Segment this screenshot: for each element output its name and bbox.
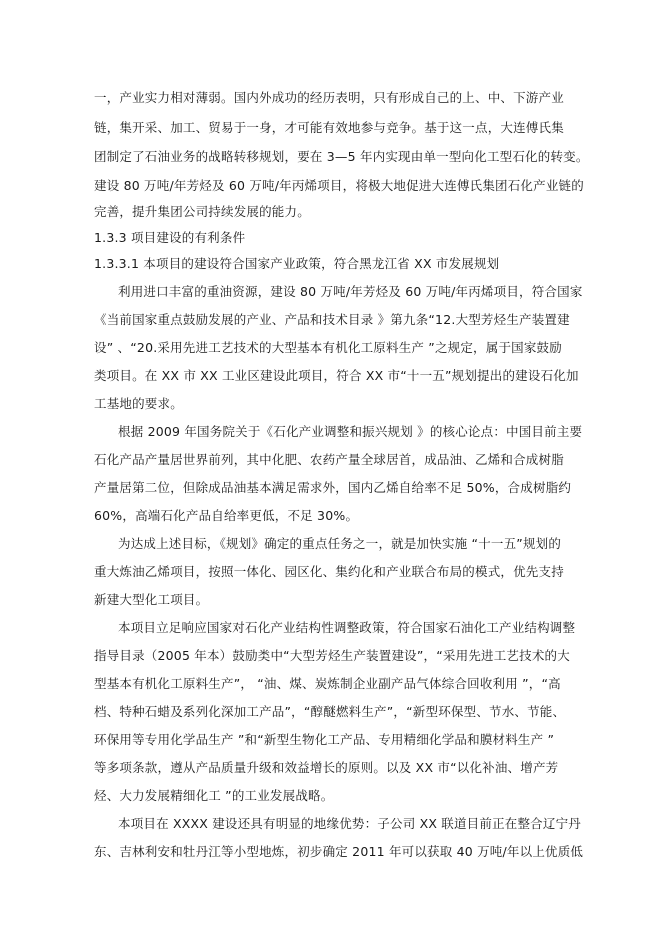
text-line: 60%，高端石化产品自给率更低，不足 30%。 (94, 508, 359, 523)
text-line: 档、特种石蜡及系列化深加工产品”，“醇醚燃料生产”，“新型环保型、节水、节能、 (94, 704, 566, 719)
text-line: 团制定了石油业务的战略转移规划，要在 3—5 年内实现由单一型向化工型石化的转变。 (94, 149, 589, 164)
paragraph-start: 根据 2009 年国务院关于《石化产业调整和振兴规划 》的核心论点：中国目前主要 (118, 424, 583, 439)
text-line: 《当前国家重点鼓励发展的产业、产品和技术目录 》第九条“12.大型芳烃生产装置建 (94, 312, 570, 327)
text-line: 建设 80 万吨/年芳烃及 60 万吨/年丙烯项目，将极大地促进大连傅氏集团石化产业链的 (94, 178, 584, 193)
text-line: 新建大型化工项目。 (94, 592, 209, 607)
text-line: 东、吉林利安和牡丹江等小型地炼，初步确定 2011 年可以获取 40 万吨/年以上优质低 (94, 844, 584, 859)
paragraph-start: 为达成上述目标，《规划》确定的重点任务之一，就是加快实施 “十一五”规划的 (118, 536, 562, 551)
subsection-heading: 1.3.3.1 本项目的建设符合国家产业政策，符合黑龙江省 XX 市发展规划 (94, 256, 500, 271)
text-line: 指导目录（2005 年本）鼓励类中“大型芳烃生产装置建设”，“采用先进工艺技术的大 (94, 648, 570, 663)
paragraph-start: 利用进口丰富的重油资源，建设 80 万吨/年芳烃及 60 万吨/年丙烯项目，符合国家 (118, 284, 583, 299)
text-line: 完善，提升集团公司持续发展的能力。 (94, 204, 310, 219)
text-line: 类项目。在 XX 市 XX 工业区建设此项目，符合 XX 市“十一五”规划提出的建设石化加 (94, 368, 579, 383)
text-line: 型基本有机化工原料生产”， “油、煤、炭炼制企业副产品气体综合回收利用 ”，“高 (94, 676, 561, 691)
paragraph-start: 本项目在 XXXX 建设还具有明显的地缘优势：子公司 XX 联道目前正在整合辽宁丹 (118, 816, 581, 831)
text-line: 设” 、“20.采用先进工艺技术的大型基本有机化工原料生产 ”之规定，属于国家鼓励 (94, 340, 562, 355)
text-line: 重大炼油乙烯项目，按照一体化、园区化、集约化和产业联合布局的模式，优先支持 (94, 564, 564, 579)
text-line: 等多项条款，遵从产品质量升级和效益增长的原则。以及 XX 市“以化补油、增产芳 (94, 760, 559, 775)
section-heading: 1.3.3 项目建设的有利条件 (94, 230, 246, 245)
text-line: 链，集开采、加工、贸易于一身，才可能有效地参与竞争。基于这一点，大连傅氏集 (94, 120, 564, 135)
text-line: 环保用等专用化学品生产 ”和“新型生物化工产品、专用精细化学品和膜材料生产 ” (94, 732, 555, 747)
paragraph-start: 本项目立足响应国家对石化产业结构性调整政策，符合国家石油化工产业结构调整 (118, 620, 576, 635)
text-line: 工基地的要求。 (94, 396, 183, 411)
text-line: 一，产业实力相对薄弱。国内外成功的经历表明，只有形成自己的上、中、下游产业 (94, 90, 564, 105)
text-line: 烃、大力发展精细化工 ”的工业发展战略。 (94, 788, 334, 803)
text-line: 产量居第二位，但除成品油基本满足需求外，国内乙烯自给率不足 50%，合成树脂约 (94, 480, 572, 495)
text-line: 石化产品产量居世界前列，其中化肥、农药产量全球居首，成品油、乙烯和合成树脂 (94, 452, 564, 467)
